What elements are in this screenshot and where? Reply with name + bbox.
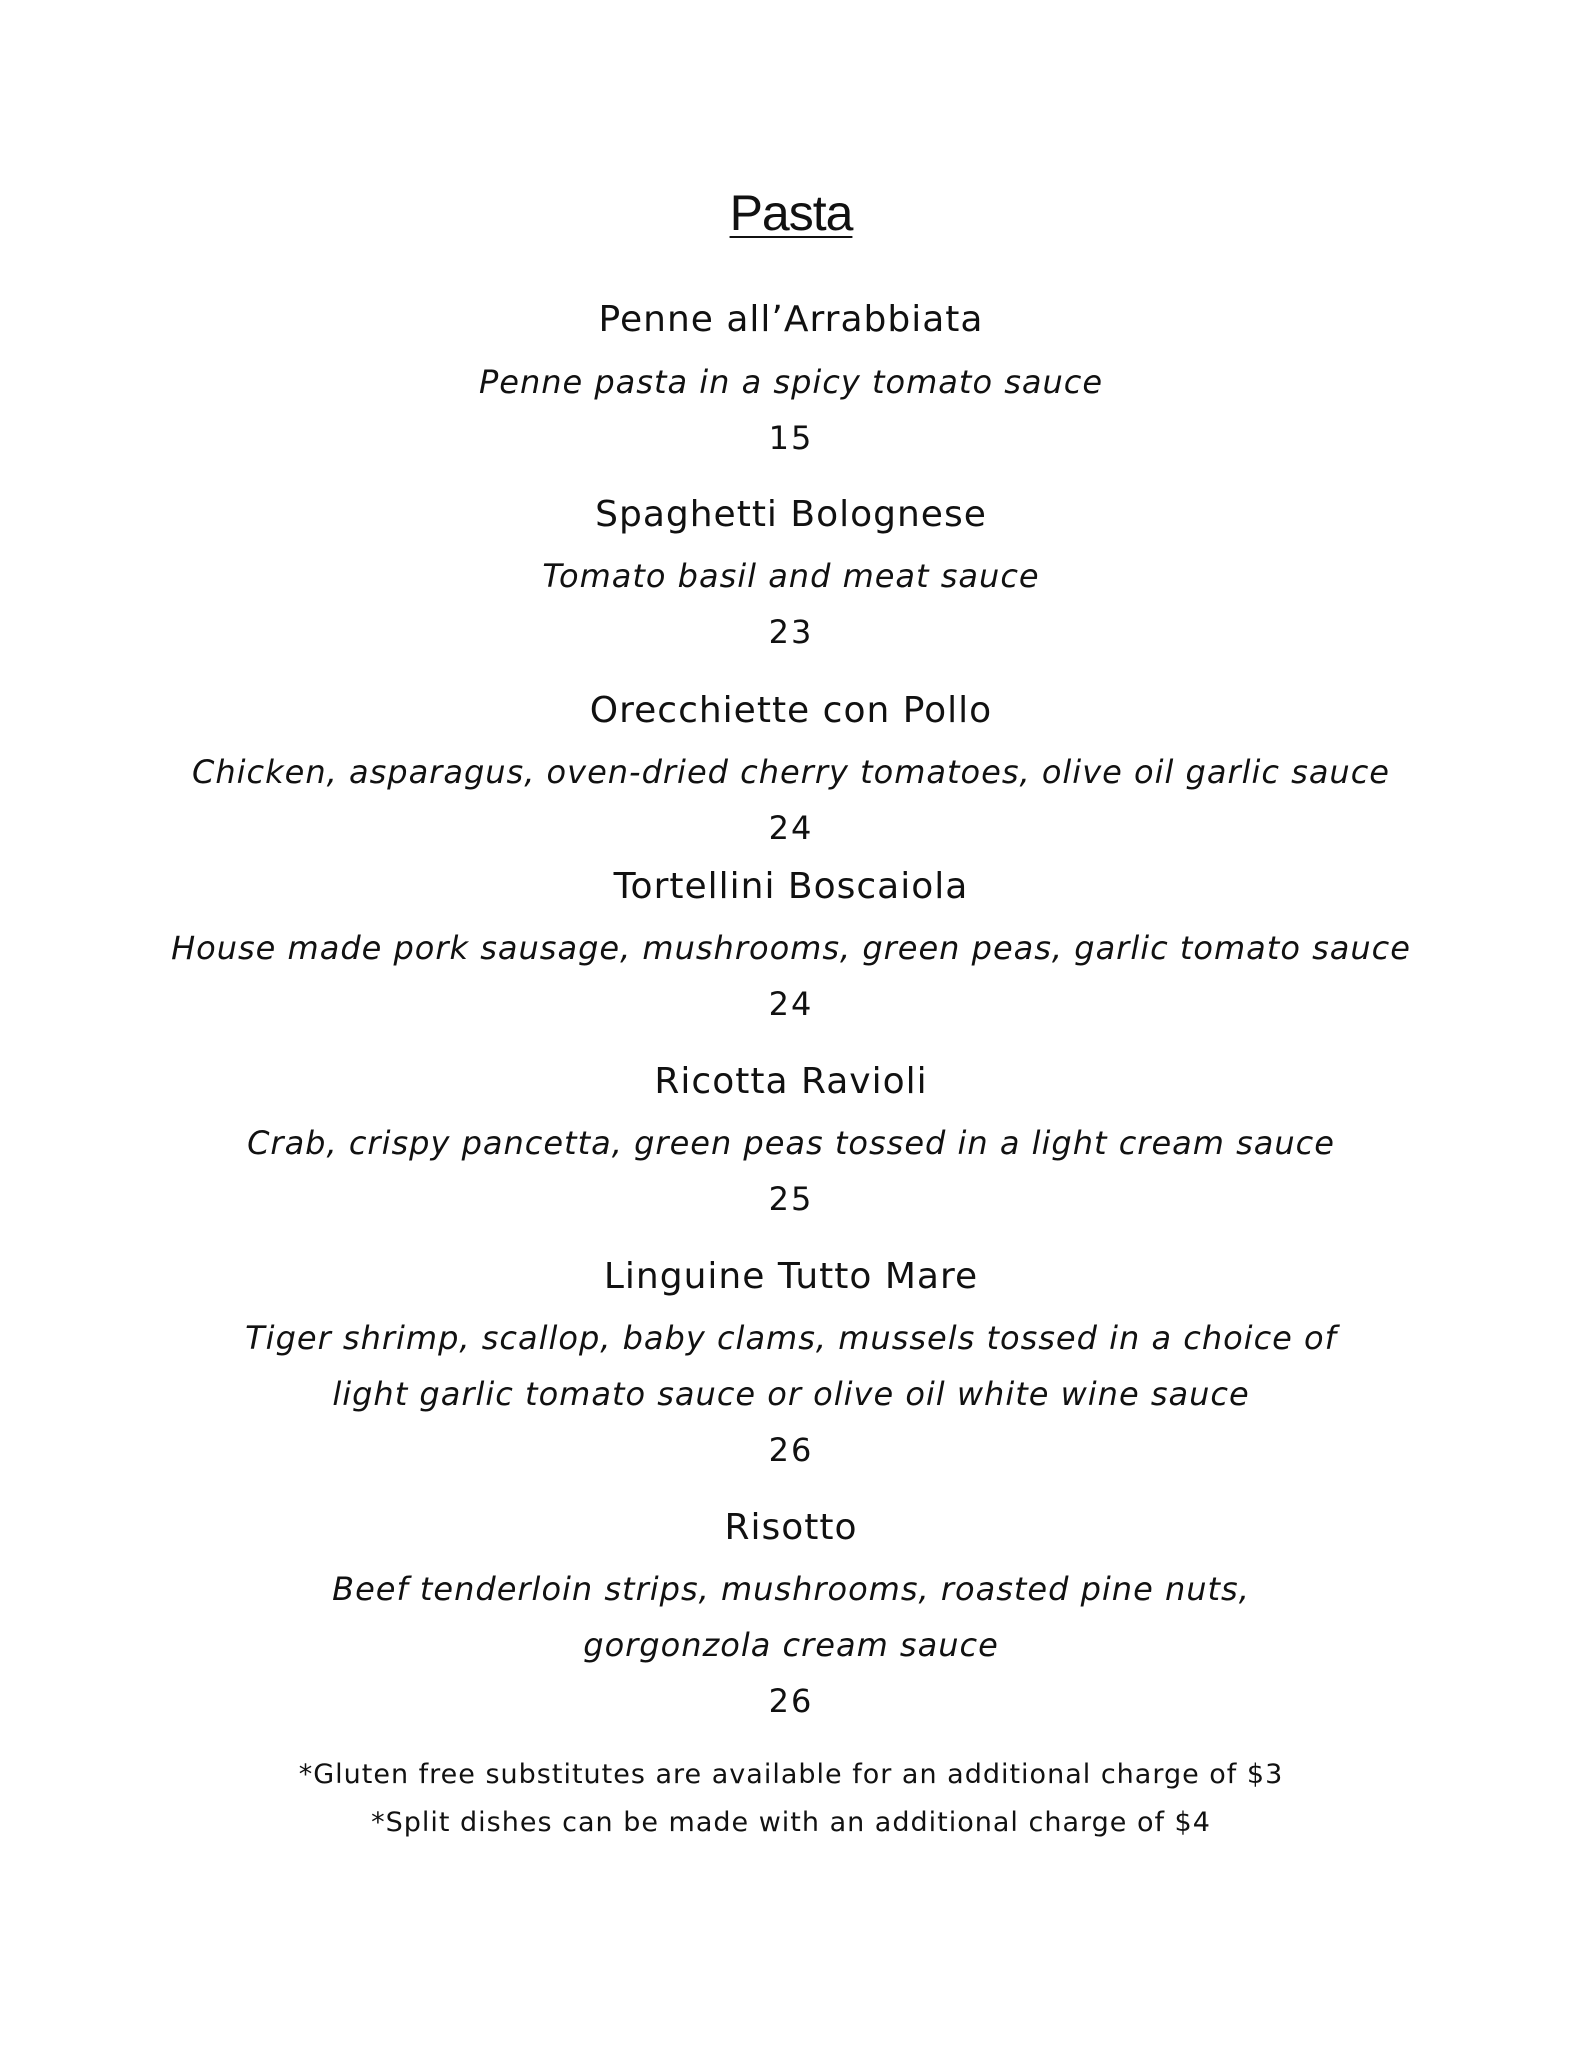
dish-description-line: Beef tenderloin strips, mushrooms, roasted pine nuts, bbox=[332, 1570, 1250, 1608]
dish-name: Ricotta Ravioli bbox=[654, 1061, 928, 1102]
dish-description-line: Tiger shrimp, scallop, baby clams, mussels tossed in a choice of bbox=[245, 1319, 1337, 1357]
dish-name: Risotto bbox=[724, 1507, 858, 1548]
dish-price: 23 bbox=[768, 613, 814, 651]
gluten-free-note: *Gluten free substitutes are available for an additional charge of $3 bbox=[298, 1759, 1284, 1790]
dish-description: Tomato basil and meat sauce bbox=[542, 557, 1040, 595]
dish-name: Penne all’Arrabbiata bbox=[598, 299, 984, 340]
dish-name: Spaghetti Bolognese bbox=[595, 494, 987, 535]
dish-price: 15 bbox=[768, 419, 814, 457]
dish-description-line: gorgonzola cream sauce bbox=[583, 1626, 999, 1664]
dish-description: Chicken, asparagus, oven-dried cherry tomatoes, olive oil garlic sauce bbox=[192, 753, 1390, 791]
dish-price: 25 bbox=[768, 1180, 814, 1218]
dish-price: 26 bbox=[768, 1682, 814, 1720]
dish-description: Penne pasta in a spicy tomato sauce bbox=[478, 363, 1104, 401]
dish-name: Orecchiette con Pollo bbox=[589, 690, 993, 731]
dish-description-line: light garlic tomato sauce or olive oil white wine sauce bbox=[332, 1375, 1250, 1413]
dish-price: 24 bbox=[768, 985, 814, 1023]
section-title: Pasta bbox=[729, 185, 853, 241]
split-dish-note: *Split dishes can be made with an additional charge of $4 bbox=[371, 1807, 1211, 1838]
dish-price: 24 bbox=[768, 809, 814, 847]
dish-name: Linguine Tutto Mare bbox=[603, 1256, 979, 1297]
dish-price: 26 bbox=[768, 1431, 814, 1469]
dish-description: House made pork sausage, mushrooms, green peas, garlic tomato sauce bbox=[171, 929, 1411, 967]
dish-description: Crab, crispy pancetta, green peas tossed in a light cream sauce bbox=[247, 1124, 1335, 1162]
dish-name: Tortellini Boscaiola bbox=[613, 866, 969, 907]
